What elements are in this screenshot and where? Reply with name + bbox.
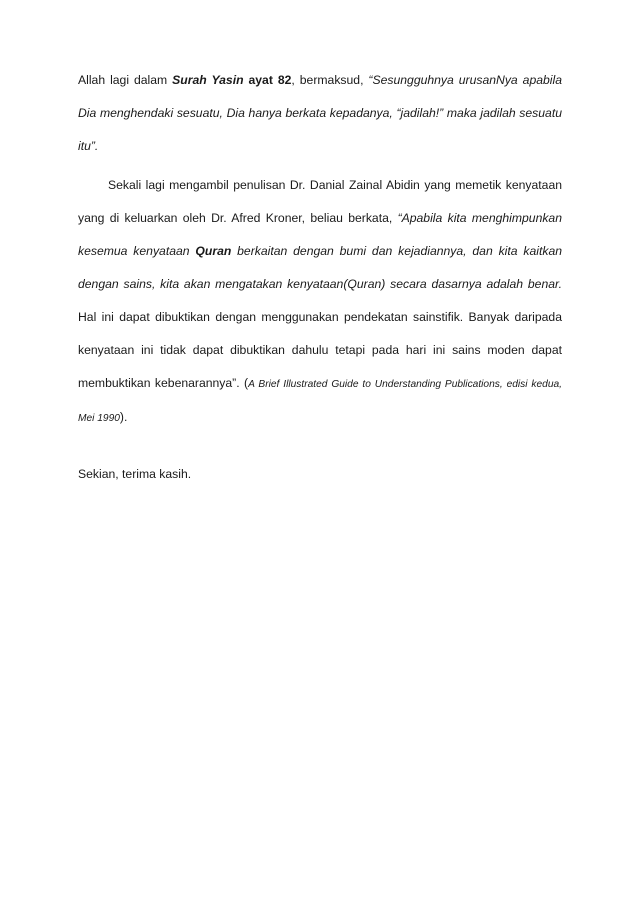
quote-translation: “Sesungguhnya urusanNya apabila Dia menghendaki sesuatu, Dia hanya berkata kepadanya, “jadilah!” maka jadilah sesuatu itu”. <box>78 73 562 153</box>
quran-emphasis: Quran <box>195 244 232 258</box>
text-run: Sekali lagi mengambil penulisan Dr. Danial Zainal Abidin yang memetik kenyataan yang di keluarkan oleh Dr. Afred Kroner, beliau berkata, <box>78 178 562 225</box>
ayat-reference: ayat 82 <box>243 73 292 87</box>
citation-edition: , edisi kedua, Mei 1990 <box>78 379 563 424</box>
paragraph-closing <box>78 458 562 491</box>
text-run: Hal ini dapat dibuktikan dengan menggunakan pendekatan sainstifik. Banyak daripada kenyataan ini tidak dapat dibuktikan dahulu tetapi pada hari ini sains moden dapat membuktikan kebenarannya”. ( <box>78 310 562 390</box>
surah-name: Surah Yasin <box>172 73 244 87</box>
paragraph-surah-yasin <box>78 64 562 163</box>
text-run: , bermaksud, <box>291 73 369 87</box>
quote-middle: berkaitan dengan bumi dan kejadiannya, dan kita kaitkan dengan sains, kita akan mengatakan kenyataan(Quran) secara dasarnya adalah benar. <box>78 244 563 291</box>
quote-start: “Apabila kita menghimpunkan kesemua kenyataan <box>78 211 562 258</box>
text-run: Allah lagi dalam <box>78 73 173 87</box>
citation-close: ). <box>119 410 128 424</box>
closing-text: Sekian, terima kasih. <box>78 467 192 481</box>
paragraph-kroner-quote <box>78 169 562 435</box>
citation-title: A Brief Illustrated Guide to Understanding Publications <box>248 379 500 390</box>
